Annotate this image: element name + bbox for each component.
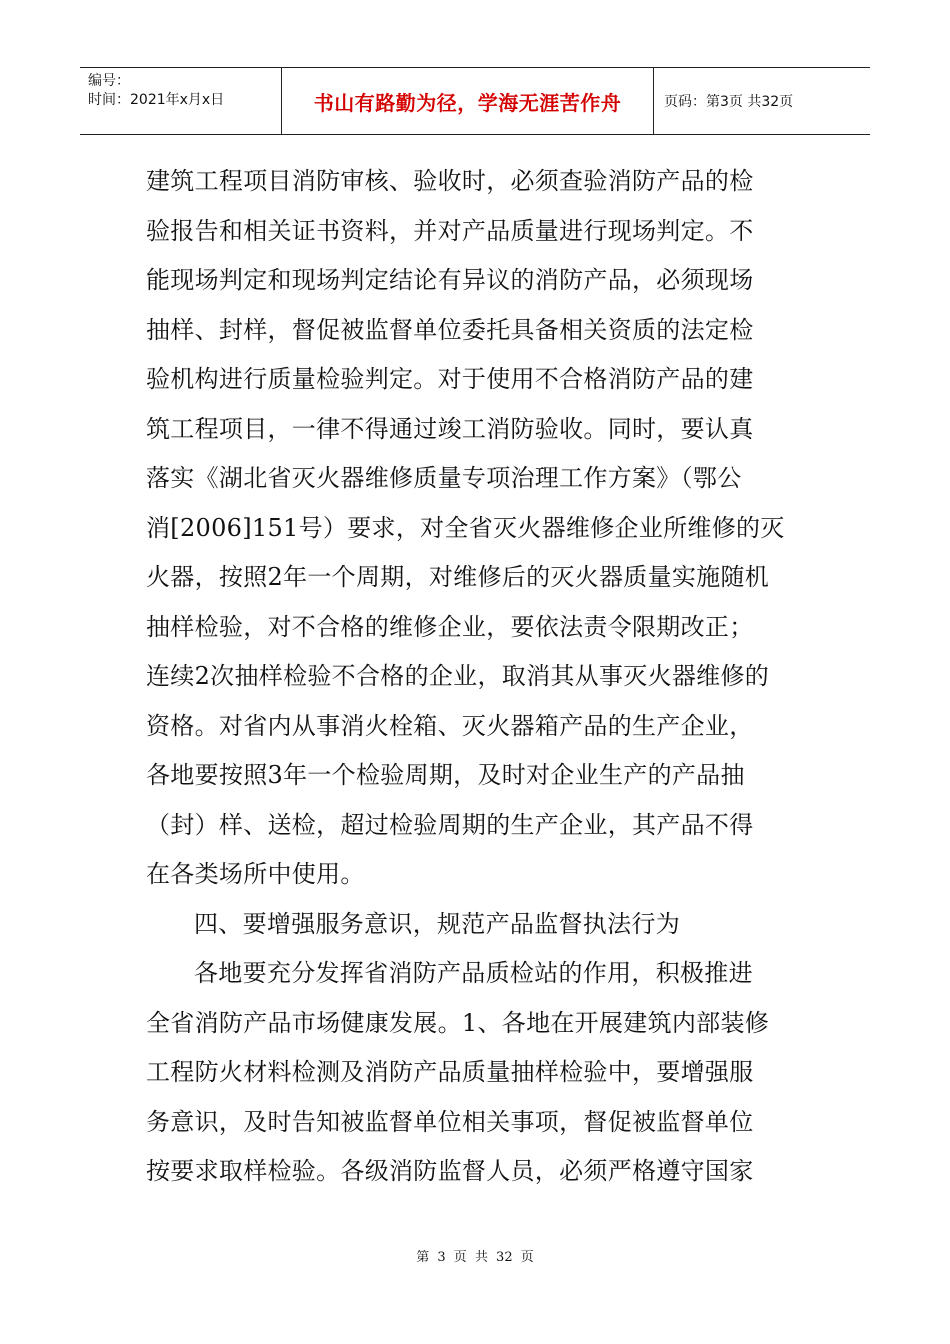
body-line: 验报告和相关证书资料，并对产品质量进行现场判定。不 xyxy=(146,216,754,245)
body-line: 建筑工程项目消防审核、验收时，必须查验消防产品的检 xyxy=(146,167,754,195)
document-body xyxy=(146,157,806,1197)
body-line: 四、要增强服务意识，规范产品监督执法行为 xyxy=(194,909,680,938)
header-page-info: 页码：第3页 共32页 xyxy=(664,94,794,110)
body-line: 在各类场所中使用。 xyxy=(146,860,365,888)
page-header xyxy=(80,67,870,135)
body-line: 资格。对省内从事消火栓箱、灭火器箱产品的生产企业， xyxy=(146,711,754,740)
body-line: 各地要充分发挥省消防产品质检站的作用，积极推进 xyxy=(194,959,753,987)
document-date: 时间：2021年x月x日 xyxy=(88,92,225,108)
body-line: 抽样、封样，督促被监督单位委托具备相关资质的法定检 xyxy=(146,315,754,344)
body-line: （封）样、送检，超过检验周期的生产企业，其产品不得 xyxy=(146,810,754,839)
body-line: 按要求取样检验。各级消防监督人员，必须严格遵守国家 xyxy=(146,1157,754,1185)
header-motto: 书山有路勤为径，学海无涯苦作舟 xyxy=(282,68,654,134)
body-line: 能现场判定和现场判定结论有异议的消防产品，必须现场 xyxy=(146,266,754,294)
body-line: 连续2次抽样检验不合格的企业，取消其从事灭火器维修的 xyxy=(146,662,770,690)
body-line: 抽样检验，对不合格的维修企业，要依法责令限期改正； xyxy=(146,612,754,641)
body-line: 验机构进行质量检验判定。对于使用不合格消防产品的建 xyxy=(146,365,754,393)
body-line: 火器，按照2年一个周期，对维修后的灭火器质量实施随机 xyxy=(146,563,770,591)
body-line: 工程防火材料检测及消防产品质量抽样检验中，要增强服 xyxy=(146,1058,754,1086)
body-line: 务意识，及时告知被监督单位相关事项，督促被监督单位 xyxy=(146,1107,754,1136)
header-meta xyxy=(80,68,282,134)
body-line: 消[2006]151号）要求，对全省灭火器维修企业所维修的灭 xyxy=(146,513,785,542)
page-footer: 第 3 页 共 32 页 xyxy=(416,1250,534,1265)
body-line: 各地要按照3年一个检验周期，及时对企业生产的产品抽 xyxy=(146,761,745,789)
document-number-label: 编号： xyxy=(88,73,130,89)
body-line: 筑工程项目，一律不得通过竣工消防验收。同时，要认真 xyxy=(146,414,754,443)
body-line: 全省消防产品市场健康发展。1、各地在开展建筑内部装修 xyxy=(146,1008,770,1037)
body-line: 落实《湖北省灭火器维修质量专项治理工作方案》（鄂公 xyxy=(146,464,742,492)
